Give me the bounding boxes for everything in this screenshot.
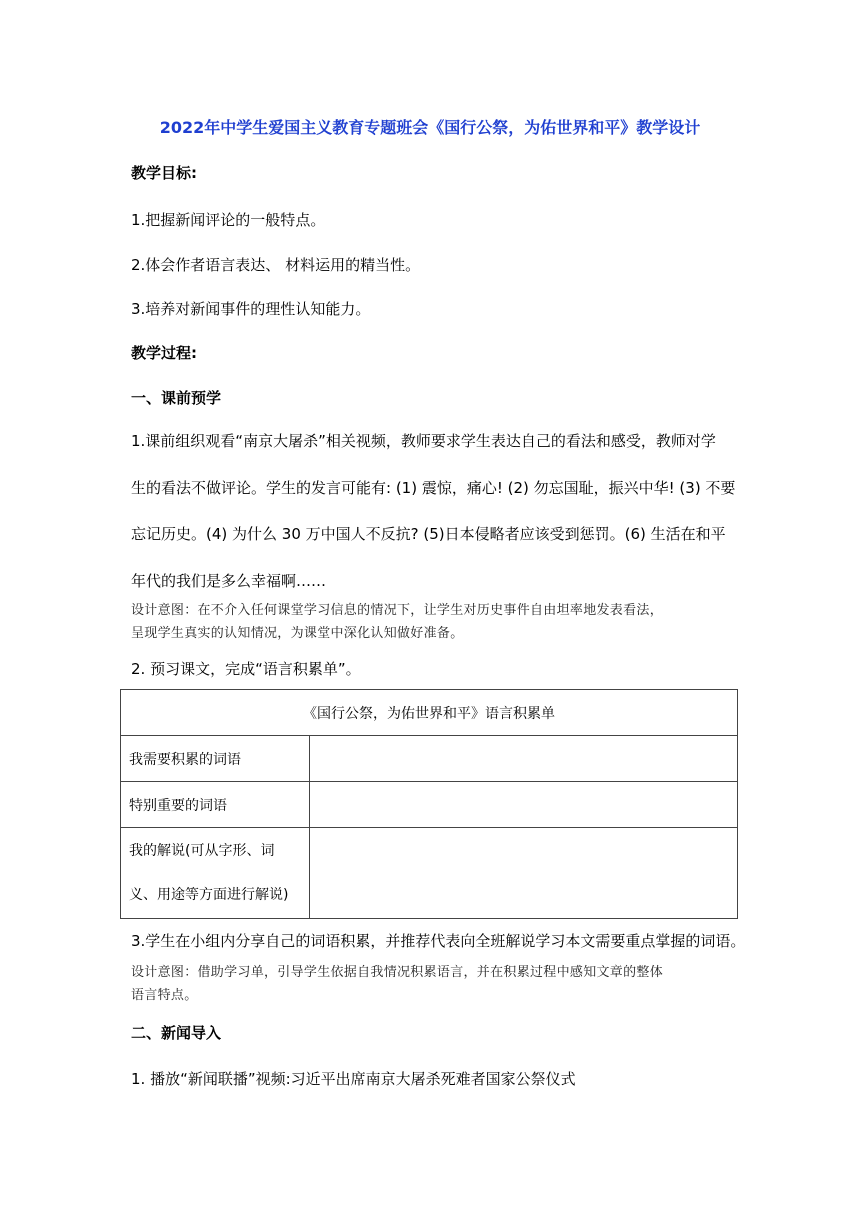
table-answer-cell[interactable] (310, 782, 738, 828)
process-heading: 教学过程: (131, 344, 197, 362)
paragraph-line: 1. 播放“新闻联播”视频:习近平出席南京大屠杀死难者国家公祭仪式 (131, 1070, 576, 1088)
table-row (121, 828, 738, 919)
design-intent-note: 呈现学生真实的认知情况，为课堂中深化认知做好准备。 (131, 626, 464, 641)
table-row-label (121, 828, 310, 919)
design-intent-note: 设计意图：借助学习单，引导学生依据自我情况积累语言，并在积累过程中感知文章的整体 (131, 965, 664, 980)
table-row-label-line: 我的解说(可从字形、词 (129, 843, 275, 859)
paragraph-line: 年代的我们是多么幸福啊…… (131, 572, 327, 590)
goals-heading: 教学目标: (131, 164, 197, 182)
paragraph-line: 忘记历史。(4) 为什么 30 万中国人不反抗? (5)日本侵略者应该受到惩罚。(6) 生活在和平 (131, 525, 726, 543)
design-intent-note: 设计意图：在不介入任何课堂学习信息的情况下，让学生对历史事件自由坦率地发表看法， (131, 603, 664, 618)
design-intent-note: 语言特点。 (131, 988, 198, 1003)
table-row-label-line: 义、用途等方面进行解说) (129, 887, 289, 903)
paragraph-line: 3.学生在小组内分享自己的词语积累，并推荐代表向全班解说学习本文需要重点掌握的词语。 (131, 932, 746, 950)
document-title: 2022年中学生爱国主义教育专题班会《国行公祭，为佑世界和平》教学设计 (159, 118, 701, 137)
vocabulary-table (120, 689, 738, 919)
table-answer-cell[interactable] (310, 736, 738, 782)
goal-item: 3.培养对新闻事件的理性认知能力。 (131, 300, 371, 318)
section-heading-preview: 一、课前预学 (131, 389, 222, 407)
paragraph-line: 2. 预习课文，完成“语言积累单”。 (131, 660, 361, 678)
table-caption-row (121, 690, 738, 736)
table-answer-cell[interactable] (310, 828, 738, 919)
paragraph-line: 生的看法不做评论。学生的发言可能有: (1) 震惊，痛心! (2) 勿忘国耻，振兴中华! (3) 不要 (131, 479, 736, 497)
table-row (121, 782, 738, 828)
table-row (121, 736, 738, 782)
paragraph-line: 1.课前组织观看“南京大屠杀”相关视频，教师要求学生表达自己的看法和感受，教师对学 (131, 432, 716, 450)
table-row-label: 我需要积累的词语 (121, 736, 310, 782)
table-row-label: 特别重要的词语 (121, 782, 310, 828)
goal-item: 1.把握新闻评论的一般特点。 (131, 211, 326, 229)
goal-item: 2.体会作者语言表达、 材料运用的精当性。 (131, 256, 421, 274)
section-heading-news: 二、新闻导入 (131, 1024, 222, 1042)
table-caption: 《国行公祭，为佑世界和平》语言积累单 (121, 690, 738, 736)
